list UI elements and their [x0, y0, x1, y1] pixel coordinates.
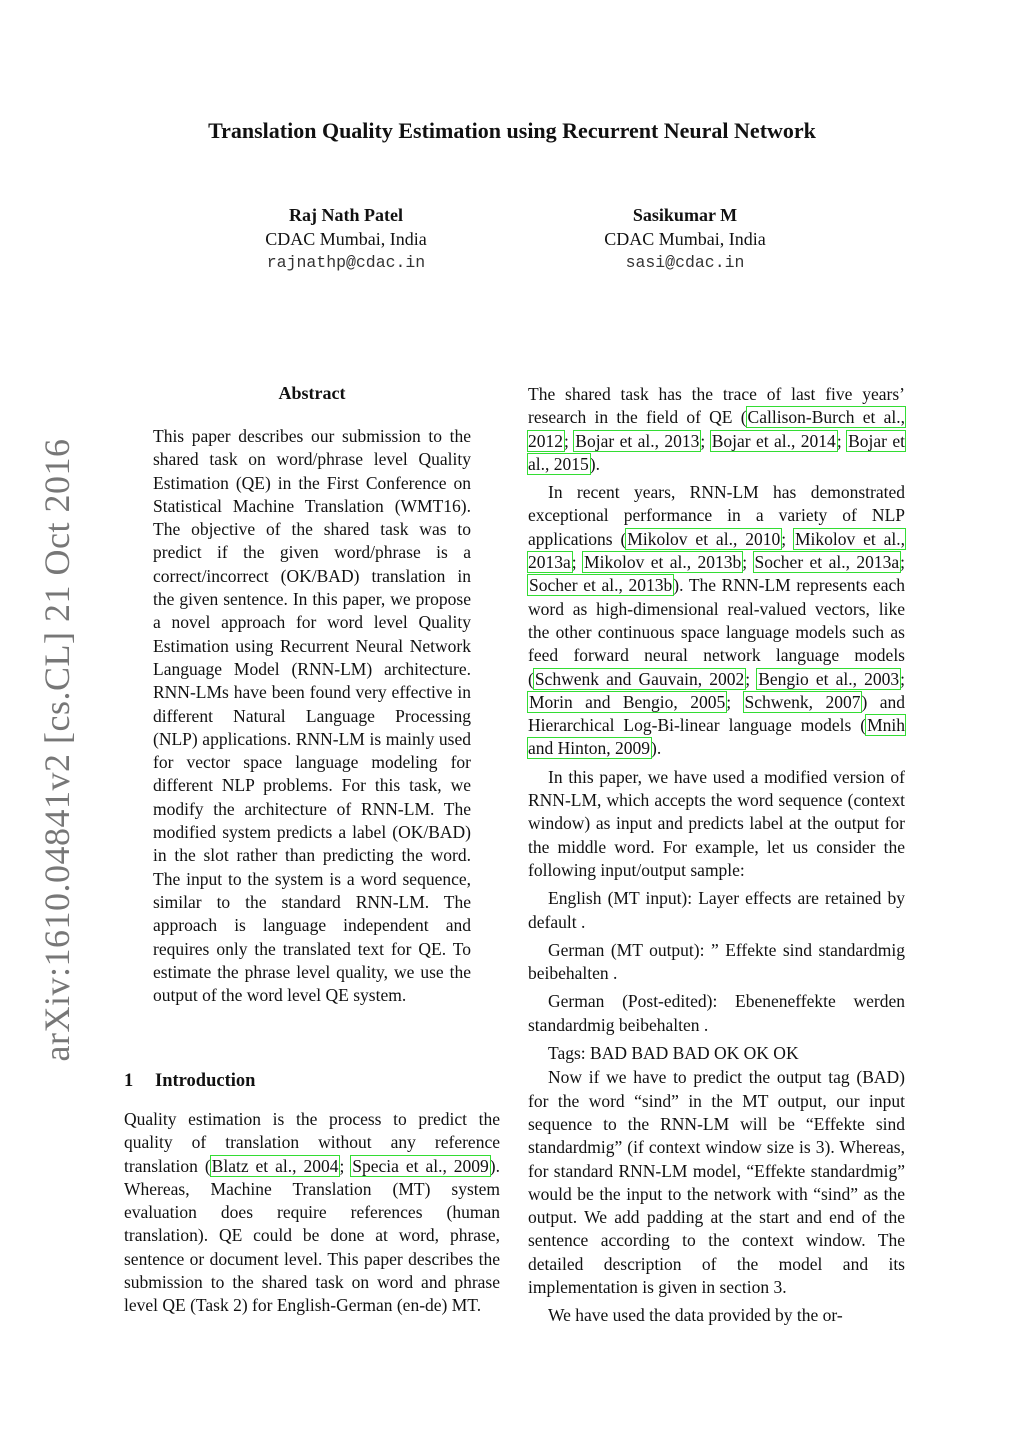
paragraph: English (MT input): Layer effects are retained by default .	[528, 888, 905, 932]
paragraph: The shared task has the trace of last five years’ research in the field of QE (Callison-Burch et al., 2012; Bojar et al., 2013; Bojar et al., 2014; Bojar et al., 2015).	[528, 384, 906, 474]
citation-link[interactable]: Schwenk and Gauvain, 2002	[534, 668, 745, 689]
citation-link[interactable]: Mikolov et al., 2010	[627, 528, 781, 549]
paragraph: Tags: BAD BAD BAD OK OK OK	[548, 1043, 799, 1064]
paragraph: Now if we have to predict the output tag (BAD) for the word “sind” in the MT output, our input sequence to the RNN-LM will be “Effekte sind standardmig” (if context window size is 3). Whereas, for standard RNN-LM model, “Effekte standardmig” would be the input to the network with “sind” as the output. We add padding at the start and end of the sentence according to the context window. The detailed description of the model and its implementation is given in section 3.	[528, 1067, 905, 1297]
paragraph: We have used the data provided by the or-	[548, 1305, 843, 1326]
citation-link[interactable]: Morin and Bengio, 2005	[529, 691, 726, 712]
author-block-2	[535, 203, 835, 275]
citation-link[interactable]: Socher et al., 2013a	[754, 552, 900, 573]
paragraph: German (MT output): ” Effekte sind standardmig beibehalten .	[528, 939, 905, 984]
citation-link[interactable]: Callison-Burch et al., 2012	[528, 407, 905, 451]
intro-paragraph	[124, 1108, 500, 1318]
text-span: In recent years, RNN-LM has demonstrated exceptional performance in a variety of NLP applications (	[528, 482, 905, 549]
citation-link[interactable]: Mikolov et al., 2013b	[584, 552, 742, 573]
abstract-text: This paper describes our submission to the shared task on word/phrase level Quality Estimation (QE) in the First Conference on Statistical Machine Translation (WMT16). The objective of the shared task was to predict if the given word/phrase is a correct/incorrect (OK/BAD) translation in the given sentence. In this paper, we propose a novel approach for word level Quality Estimation using Recurrent Neural Network Language Model (RNN-LM) architecture. RNN-LMs have been found very effective in different Natural Language Processing (NLP) applications. RNN-LM is mainly used for vector space language modeling for different NLP problems. For this task, we modify the architecture of RNN-LM. The modified system predicts a label (OK/BAD) in the slot rather than predicting the word. The input to the system is a word sequence, similar to the standard RNN-LM. The approach is language independent and requires only the translated text for QE. To estimate the phrase level quality, we use the output of the word level QE system.	[153, 426, 471, 1006]
text-span: Quality estimation is the process to predict the quality of translation without any reference translation (	[124, 1109, 500, 1176]
citation-link[interactable]: Specia et al., 2009	[352, 1155, 489, 1176]
abstract-heading: Abstract	[278, 383, 346, 403]
text-span: ). The RNN-LM represents each word as high-dimensional real-valued vectors, like the other continuous space language models such as feed forward neural network language models (	[528, 575, 905, 689]
author-email: sasi@cdac.in	[625, 253, 745, 272]
citation-link[interactable]: Bojar et al., 2015	[528, 430, 906, 474]
citation-link[interactable]: Schwenk, 2007	[744, 691, 861, 712]
author-affiliation: CDAC Mumbai, India	[265, 229, 427, 249]
text-span: ). Whereas, Machine Translation (MT) system evaluation does require references (human translation). QE could be done at word, phrase, sentence or document level. This paper describes the submission to the shared task on word and phrase level QE (Task 2) for English-German (en-de) MT.	[124, 1155, 500, 1316]
author-affiliation: CDAC Mumbai, India	[604, 229, 766, 249]
author-email: rajnathp@cdac.in	[266, 253, 426, 272]
text-span: The shared task has the trace of last five years’ research in the field of QE (	[528, 384, 905, 428]
citation-link[interactable]: Blatz et al., 2004	[211, 1155, 339, 1176]
citation-link[interactable]: Bojar et al., 2013	[575, 430, 700, 451]
author-name: Sasikumar M	[632, 205, 738, 225]
citation-link[interactable]: Mikolov et al., 2013a	[528, 528, 906, 573]
paragraph: In recent years, RNN-LM has demonstrated exceptional performance in a variety of NLP applications (Mikolov et al., 2010; Mikolov et al., 2013a; Mikolov et al., 2013b; Socher et al., 2013a; Socher et al., 2013b). The RNN-LM represents each word as high-dimensional real-valued vectors, like the other continuous space language models such as feed forward neural network language models (Schwenk and Gauvain, 2002; Bengio et al., 2003; Morin and Bengio, 2005; Schwenk, 2007) and Hierarchical Log-Bi-linear language models (Mnih and Hinton, 2009).	[528, 482, 906, 759]
paragraph: German (Post-edited): Ebeneneffekte werden standardmig beibehalten .	[528, 991, 905, 1035]
citation-link[interactable]: Bojar et al., 2014	[711, 430, 836, 451]
citation-link[interactable]: Socher et al., 2013b	[529, 575, 673, 596]
text-span: ) and Hierarchical Log-Bi-linear language models (	[528, 691, 905, 736]
citation-link[interactable]: Mnih and Hinton, 2009	[528, 715, 905, 759]
citation-link[interactable]: Bengio et al., 2003	[758, 668, 900, 689]
section-heading-introduction	[124, 1071, 255, 1092]
text-span: ).	[651, 738, 662, 759]
author-name: Raj Nath Patel	[289, 205, 403, 225]
arxiv-identifier: arXiv:1610.04841v2 [cs.CL] 21 Oct 2016	[37, 438, 77, 1062]
paper-title: Translation Quality Estimation using Recurrent Neural Network	[208, 118, 816, 143]
section-number: 1	[124, 1071, 134, 1091]
text-span: ).	[589, 453, 600, 474]
paragraph: In this paper, we have used a modified version of RNN-LM, which accepts the word sequence (context window) as input and predicts label at the output for the middle word. For example, let us consider the following input/output sample:	[528, 766, 905, 880]
text-span: ;	[339, 1155, 352, 1176]
right-column	[528, 383, 905, 1328]
author-block-1	[196, 203, 496, 275]
section-title: Introduction	[155, 1071, 256, 1091]
